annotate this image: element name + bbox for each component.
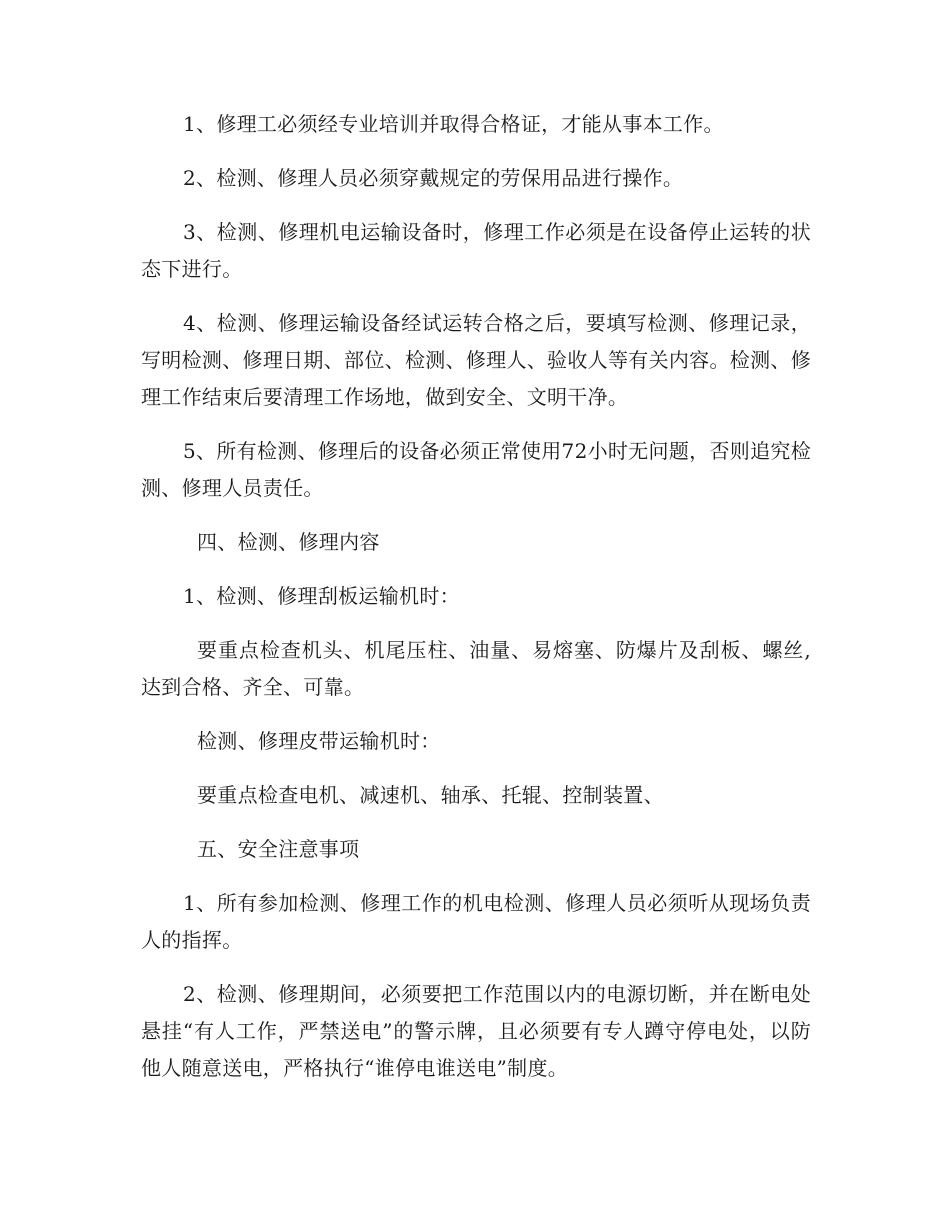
- paragraph-rule-3: 3、检测、修理机电运输设备时，修理工作必须是在设备停止运转的状态下进行。: [141, 220, 811, 281]
- paragraph-safety-2: 2、检测、修理期间，必须要把工作范围以内的电源切断，并在断电处悬挂“有人工作，严禁送电”的警示牌，且必须要有专人蹲守停电处，以防他人随意送电，严格执行“谁停电谁送电”制度。: [141, 982, 811, 1080]
- section-heading-4: 四、检测、修理内容: [197, 530, 380, 554]
- paragraph-rule-5: 5、所有检测、修理后的设备必须正常使用72小时无问题，否则追究检测、修理人员责任。: [141, 439, 811, 500]
- paragraph-scraper-check: 要重点检查机头、机尾压柱、油量、易熔塞、防爆片及刮板、螺丝,达到合格、齐全、可靠。: [141, 638, 811, 699]
- document-body: [141, 106, 811, 1087]
- paragraph-safety-1: 1、所有参加检测、修理工作的机电检测、修理人员必须听从现场负责人的指挥。: [141, 891, 811, 952]
- paragraph-rule-1: 1、修理工必须经专业培训并取得合格证，才能从事本工作。: [183, 112, 724, 136]
- paragraph-belt-check: 要重点检查电机、减速机、轴承、托辊、控制装置、: [197, 783, 664, 807]
- paragraph-belt-conveyor: 检测、修理皮带运输机时：: [197, 729, 441, 753]
- paragraph-rule-2: 2、检测、修理人员必须穿戴规定的劳保用品进行操作。: [183, 166, 684, 190]
- section-heading-5: 五、安全注意事项: [197, 837, 360, 861]
- paragraph-rule-4: 4、检测、修理运输设备经试运转合格之后，要填写检测、修理记录，写明检测、修理日期、部位、检测、修理人、验收人等有关内容。检测、修理工作结束后要清理工作场地，做到安全、文明干净。: [141, 311, 811, 409]
- paragraph-scraper-conveyor: 1、检测、修理刮板运输机时：: [183, 584, 460, 608]
